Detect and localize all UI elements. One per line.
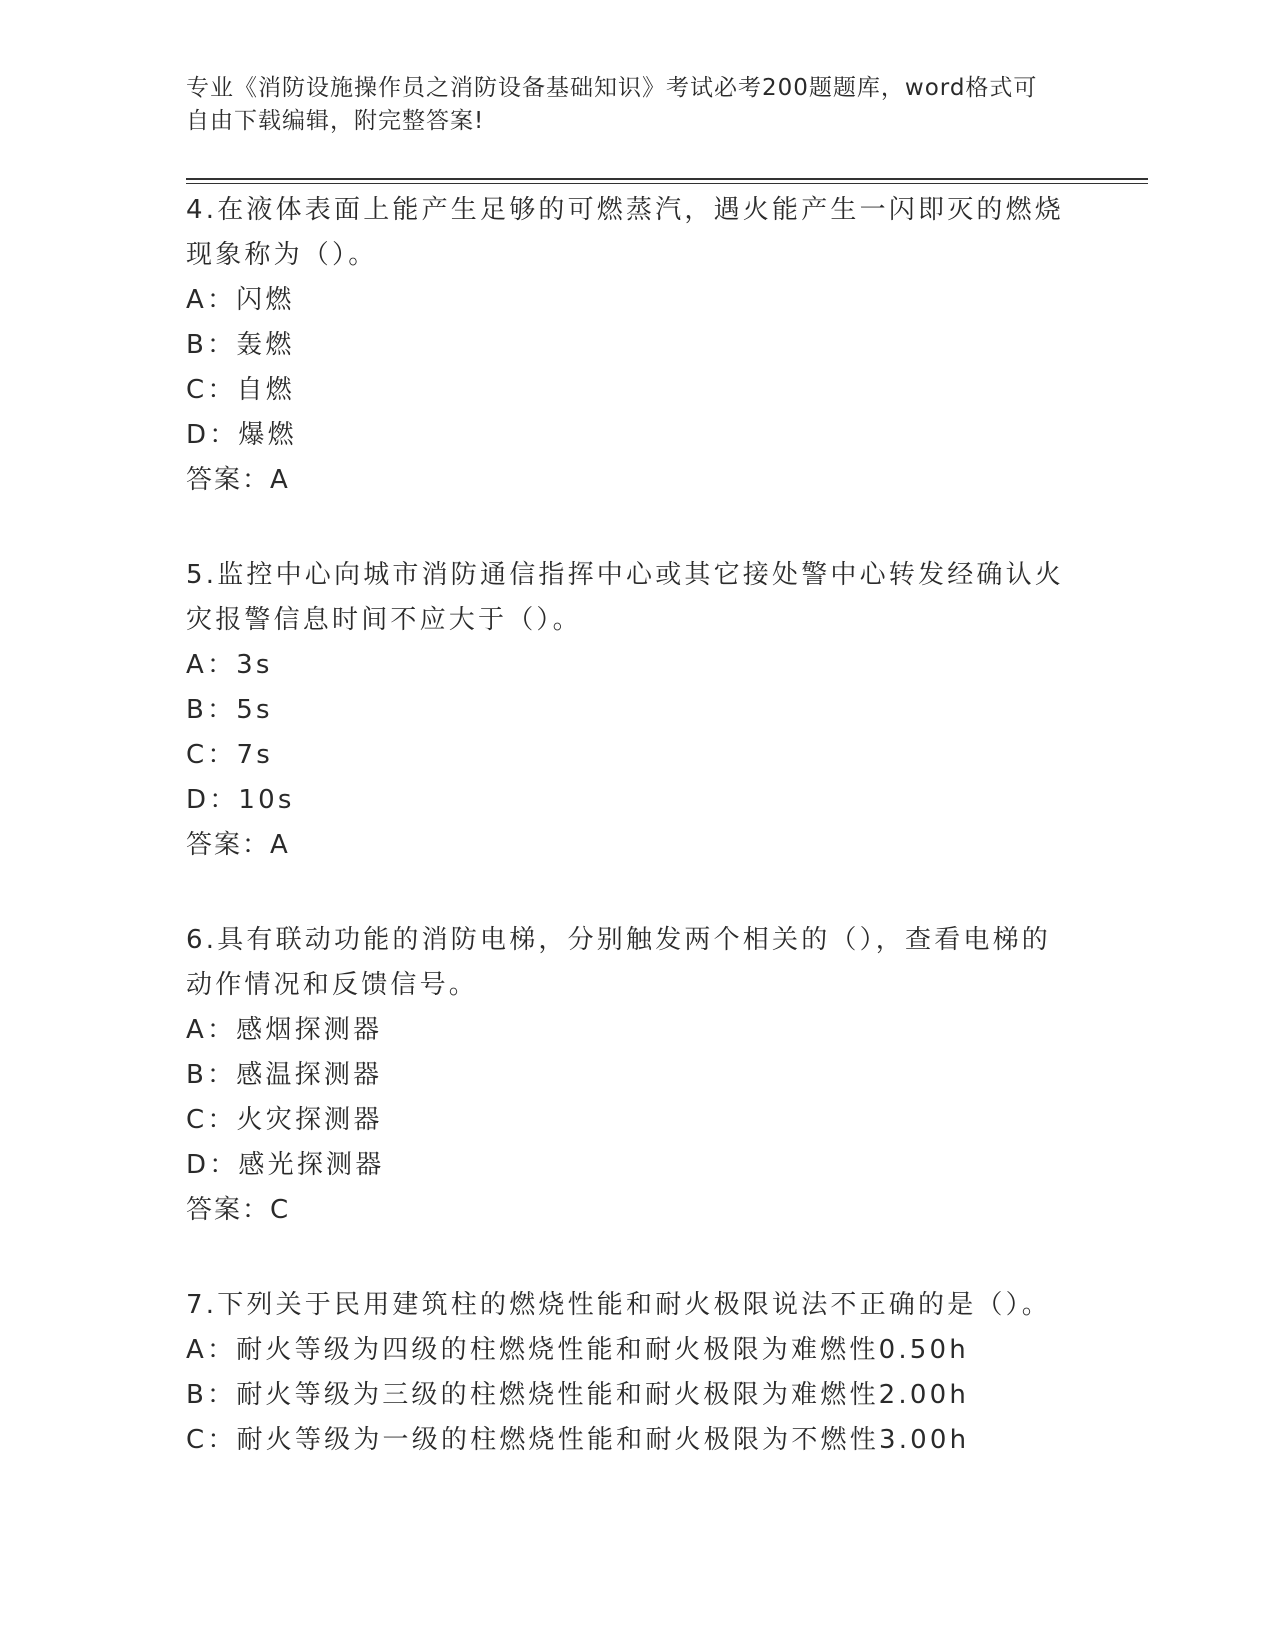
header-divider-thin: [186, 183, 1148, 184]
answer-line: 答案：A: [186, 830, 290, 860]
question-spacer: [186, 868, 1086, 918]
option-b: B：5s: [186, 695, 273, 725]
question-stem-line: 4.在液体表面上能产生足够的可燃蒸汽，遇火能产生一闪即灭的燃烧: [186, 195, 1065, 225]
header-divider-thick: [186, 178, 1148, 180]
question-spacer: [186, 1233, 1086, 1283]
option-b: B：轰燃: [186, 330, 295, 360]
option-d: D：感光探测器: [186, 1150, 385, 1180]
question-stem-line: 灾报警信息时间不应大于（）。: [186, 605, 582, 635]
option-c: C：耐火等级为一级的柱燃烧性能和耐火极限为不燃性3.00h: [186, 1425, 970, 1455]
option-a: A：闪燃: [186, 285, 295, 315]
question-stem: [186, 1283, 1086, 1328]
question-stem-line: 现象称为（）。: [186, 240, 378, 270]
question-7: [186, 1283, 1086, 1463]
option-a: A：耐火等级为四级的柱燃烧性能和耐火极限为难燃性0.50h: [186, 1335, 969, 1365]
question-stem-line: 动作情况和反馈信号。: [186, 970, 479, 1000]
option-c: C：自燃: [186, 375, 295, 405]
answer-line: 答案：C: [186, 1195, 291, 1225]
question-list: [186, 188, 1086, 1463]
question-spacer: [186, 503, 1086, 553]
header-line-2: 自由下载编辑，附完整答案!: [186, 108, 485, 134]
question-stem-line: 6.具有联动功能的消防电梯，分别触发两个相关的（），查看电梯的: [186, 925, 1052, 955]
option-c: C：7s: [186, 740, 274, 770]
header-line-1: 专业《消防设施操作员之消防设备基础知识》考试必考200题题库，word格式可: [186, 75, 1038, 101]
question-stem-line: 7.下列关于民用建筑柱的燃烧性能和耐火极限说法不正确的是（）。: [186, 1290, 1052, 1320]
option-a: A：感烟探测器: [186, 1015, 383, 1045]
question-stem: [186, 188, 1086, 278]
option-a: A：3s: [186, 650, 273, 680]
option-b: B：感温探测器: [186, 1060, 383, 1090]
option-d: D：10s: [186, 785, 295, 815]
question-6: [186, 918, 1086, 1233]
question-5: [186, 553, 1086, 868]
question-4: [186, 188, 1086, 503]
option-c: C：火灾探测器: [186, 1105, 383, 1135]
question-stem-line: 5.监控中心向城市消防通信指挥中心或其它接处警中心转发经确认火: [186, 560, 1065, 590]
option-d: D：爆燃: [186, 420, 297, 450]
answer-line: 答案：A: [186, 465, 290, 495]
option-b: B：耐火等级为三级的柱燃烧性能和耐火极限为难燃性2.00h: [186, 1380, 970, 1410]
question-stem: [186, 553, 1086, 643]
document-header: [186, 72, 1076, 138]
question-stem: [186, 918, 1086, 1008]
